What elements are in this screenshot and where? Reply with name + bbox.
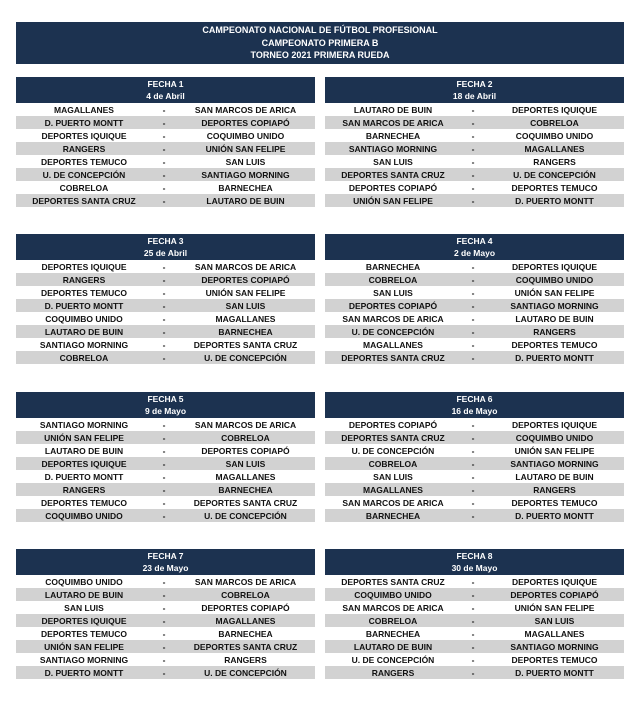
home-team: U. DE CONCEPCIÓN <box>351 445 435 456</box>
away-team: D. PUERTO MONTT <box>515 352 594 363</box>
away-team: MAGALLANES <box>524 143 585 154</box>
fecha-block-7 <box>16 549 315 679</box>
match-row <box>16 640 315 653</box>
home-team: BARNECHEA <box>365 510 421 521</box>
away-team: DEPORTES IQUIQUE <box>511 576 597 587</box>
away-team: SAN LUIS <box>534 615 575 626</box>
match-row <box>16 509 315 522</box>
away-team: LAUTARO DE BUIN <box>515 471 594 482</box>
match-separator: - <box>471 300 475 311</box>
home-team: BARNECHEA <box>365 130 421 141</box>
home-team: COBRELOA <box>368 615 418 626</box>
match-row <box>16 457 315 470</box>
match-row <box>16 431 315 444</box>
match-separator: - <box>471 195 475 206</box>
match-row <box>16 627 315 640</box>
away-team: DEPORTES SANTA CRUZ <box>193 339 298 350</box>
away-team: D. PUERTO MONTT <box>515 195 594 206</box>
away-team: DEPORTES TEMUCO <box>511 654 598 665</box>
home-team: DEPORTES SANTA CRUZ <box>341 432 445 443</box>
match-row <box>16 338 315 351</box>
match-row <box>16 601 315 614</box>
match-separator: - <box>162 104 166 115</box>
home-team: RANGERS <box>62 484 106 495</box>
home-team: DEPORTES SANTA CRUZ <box>341 169 445 180</box>
home-team: BARNECHEA <box>365 628 421 639</box>
match-row <box>325 509 624 522</box>
match-separator: - <box>162 576 166 587</box>
away-team: SANTIAGO MORNING <box>510 458 599 469</box>
home-team: D. PUERTO MONTT <box>44 300 124 311</box>
home-team: DEPORTES TEMUCO <box>41 628 127 639</box>
match-separator: - <box>471 615 475 626</box>
match-separator: - <box>471 471 475 482</box>
home-team: D. PUERTO MONTT <box>44 667 124 678</box>
match-row <box>16 103 315 116</box>
match-separator: - <box>162 261 166 272</box>
match-separator: - <box>162 602 166 613</box>
match-separator: - <box>471 419 475 430</box>
match-separator: - <box>162 182 166 193</box>
match-separator: - <box>471 497 475 508</box>
match-row <box>325 418 624 431</box>
home-team: UNIÓN SAN FELIPE <box>353 195 433 206</box>
fecha-title: FECHA 7 <box>147 551 184 561</box>
home-team: DEPORTES IQUIQUE <box>41 261 127 272</box>
away-team: MAGALLANES <box>215 615 276 626</box>
away-team: COQUIMBO UNIDO <box>515 274 594 285</box>
home-team: SANTIAGO MORNING <box>348 143 438 154</box>
fecha-title: FECHA 1 <box>147 79 184 89</box>
home-team: DEPORTES COPIAPÓ <box>348 300 438 311</box>
match-row <box>325 444 624 457</box>
match-row <box>325 155 624 168</box>
match-row <box>325 351 624 364</box>
match-row <box>325 103 624 116</box>
match-row <box>325 286 624 299</box>
header-line-3: TORNEO 2021 PRIMERA RUEDA <box>250 50 390 61</box>
fecha-block-2 <box>325 77 624 207</box>
away-team: MAGALLANES <box>215 313 276 324</box>
home-team: DEPORTES TEMUCO <box>41 287 127 298</box>
away-team: DEPORTES TEMUCO <box>511 339 598 350</box>
match-separator: - <box>162 615 166 626</box>
home-team: RANGERS <box>371 667 415 678</box>
fecha-title: FECHA 5 <box>147 394 184 404</box>
match-separator: - <box>471 484 475 495</box>
home-team: LAUTARO DE BUIN <box>353 641 433 652</box>
match-row <box>325 640 624 653</box>
home-team: SAN LUIS <box>373 471 413 482</box>
away-team: DEPORTES SANTA CRUZ <box>193 641 298 652</box>
away-team: BARNECHEA <box>218 326 273 337</box>
match-row <box>325 588 624 601</box>
home-team: COQUIMBO UNIDO <box>45 576 123 587</box>
match-separator: - <box>471 313 475 324</box>
away-team: BARNECHEA <box>218 628 273 639</box>
away-team: SAN MARCOS DE ARICA <box>194 261 297 272</box>
match-row <box>16 312 315 325</box>
fecha-header <box>325 234 624 260</box>
fecha-block-5 <box>16 392 315 522</box>
match-separator: - <box>471 182 475 193</box>
match-separator: - <box>162 432 166 443</box>
match-row <box>16 142 315 155</box>
home-team: COQUIMBO UNIDO <box>45 313 123 324</box>
away-team: SAN MARCOS DE ARICA <box>194 576 297 587</box>
away-team: SAN LUIS <box>225 300 266 311</box>
match-row <box>16 325 315 338</box>
fecha-date: 23 de Mayo <box>142 563 189 573</box>
match-row <box>325 496 624 509</box>
match-row <box>16 418 315 431</box>
fecha-date: 9 de Mayo <box>144 406 187 416</box>
away-team: DEPORTES IQUIQUE <box>511 261 597 272</box>
away-team: DEPORTES TEMUCO <box>511 182 598 193</box>
home-team: UNIÓN SAN FELIPE <box>44 641 124 652</box>
home-team: DEPORTES IQUIQUE <box>41 130 127 141</box>
away-team: SANTIAGO MORNING <box>201 169 290 180</box>
match-separator: - <box>471 589 475 600</box>
match-row <box>325 194 624 207</box>
fecha-header <box>16 549 315 575</box>
home-team: DEPORTES TEMUCO <box>41 156 127 167</box>
home-team: LAUTARO DE BUIN <box>44 589 124 600</box>
fecha-header <box>16 392 315 418</box>
away-team: DEPORTES TEMUCO <box>511 497 598 508</box>
match-separator: - <box>471 510 475 521</box>
match-separator: - <box>471 287 475 298</box>
match-separator: - <box>162 130 166 141</box>
fecha-block-3 <box>16 234 315 364</box>
match-row <box>325 273 624 286</box>
home-team: LAUTARO DE BUIN <box>353 104 433 115</box>
away-team: SAN MARCOS DE ARICA <box>194 104 297 115</box>
home-team: D. PUERTO MONTT <box>44 117 124 128</box>
match-separator: - <box>471 602 475 613</box>
match-separator: - <box>471 654 475 665</box>
match-separator: - <box>471 130 475 141</box>
match-row <box>325 312 624 325</box>
match-separator: - <box>471 156 475 167</box>
fecha-date: 4 de Abril <box>146 91 185 101</box>
match-separator: - <box>471 432 475 443</box>
match-row <box>325 168 624 181</box>
home-team: U. DE CONCEPCIÓN <box>42 169 126 180</box>
match-separator: - <box>471 628 475 639</box>
fecha-block-6 <box>325 392 624 522</box>
away-team: DEPORTES COPIAPÓ <box>201 445 290 456</box>
match-separator: - <box>471 445 475 456</box>
away-team: COBRELOA <box>530 117 579 128</box>
home-team: SAN LUIS <box>64 602 104 613</box>
match-row <box>16 260 315 273</box>
away-team: LAUTARO DE BUIN <box>206 195 285 206</box>
fecha-title: FECHA 8 <box>456 551 493 561</box>
fecha-title: FECHA 6 <box>456 394 493 404</box>
fecha-header <box>16 234 315 260</box>
fecha-date: 2 de Mayo <box>453 248 496 258</box>
match-row <box>325 299 624 312</box>
away-team: LAUTARO DE BUIN <box>515 313 594 324</box>
match-row <box>325 325 624 338</box>
away-team: DEPORTES SANTA CRUZ <box>193 497 298 508</box>
home-team: RANGERS <box>62 274 106 285</box>
match-separator: - <box>162 458 166 469</box>
match-row <box>325 575 624 588</box>
away-team: BARNECHEA <box>218 182 273 193</box>
match-row <box>16 666 315 679</box>
match-separator: - <box>162 287 166 298</box>
fecha-date: 30 de Mayo <box>451 563 498 573</box>
match-separator: - <box>162 589 166 600</box>
match-separator: - <box>471 117 475 128</box>
home-team: COBRELOA <box>59 182 109 193</box>
away-team: UNIÓN SAN FELIPE <box>514 287 595 298</box>
home-team: DEPORTES COPIAPÓ <box>348 182 438 193</box>
match-separator: - <box>162 510 166 521</box>
match-row <box>325 457 624 470</box>
home-team: MAGALLANES <box>54 104 114 115</box>
match-separator: - <box>162 628 166 639</box>
match-separator: - <box>471 576 475 587</box>
away-team: COBRELOA <box>221 589 270 600</box>
home-team: DEPORTES TEMUCO <box>41 497 127 508</box>
match-separator: - <box>162 274 166 285</box>
away-team: COBRELOA <box>221 432 270 443</box>
home-team: BARNECHEA <box>365 261 421 272</box>
away-team: U. DE CONCEPCIÓN <box>204 352 287 363</box>
away-team: SAN LUIS <box>225 458 266 469</box>
match-row <box>16 286 315 299</box>
away-team: UNIÓN SAN FELIPE <box>514 602 595 613</box>
match-separator: - <box>162 339 166 350</box>
match-row <box>16 273 315 286</box>
away-team: COQUIMBO UNIDO <box>206 130 285 141</box>
home-team: DEPORTES COPIAPÓ <box>348 419 438 430</box>
home-team: SAN LUIS <box>373 287 413 298</box>
match-separator: - <box>162 313 166 324</box>
home-team: COBRELOA <box>368 458 418 469</box>
away-team: D. PUERTO MONTT <box>515 510 594 521</box>
away-team: RANGERS <box>224 654 267 665</box>
home-team: DEPORTES SANTA CRUZ <box>341 576 445 587</box>
match-separator: - <box>162 484 166 495</box>
away-team: D. PUERTO MONTT <box>515 667 594 678</box>
match-separator: - <box>162 497 166 508</box>
match-row <box>16 155 315 168</box>
fecha-header <box>16 77 315 103</box>
match-row <box>325 116 624 129</box>
home-team: SAN MARCOS DE ARICA <box>342 117 444 128</box>
match-row <box>16 181 315 194</box>
fecha-title: FECHA 3 <box>147 236 184 246</box>
fecha-title: FECHA 2 <box>456 79 493 89</box>
fecha-header <box>325 392 624 418</box>
home-team: DEPORTES SANTA CRUZ <box>341 352 445 363</box>
match-separator: - <box>471 169 475 180</box>
match-row <box>16 653 315 666</box>
home-team: SANTIAGO MORNING <box>39 419 129 430</box>
match-separator: - <box>471 261 475 272</box>
header-line-1: CAMPEONATO NACIONAL DE FÚTBOL PROFESIONAL <box>202 25 438 36</box>
fecha-title: FECHA 4 <box>456 236 493 246</box>
away-team: SANTIAGO MORNING <box>510 300 599 311</box>
match-separator: - <box>471 352 475 363</box>
home-team: RANGERS <box>62 143 106 154</box>
away-team: RANGERS <box>533 326 576 337</box>
match-separator: - <box>162 300 166 311</box>
home-team: U. DE CONCEPCIÓN <box>351 326 435 337</box>
match-separator: - <box>471 274 475 285</box>
away-team: MAGALLANES <box>215 471 276 482</box>
match-row <box>325 338 624 351</box>
match-row <box>16 351 315 364</box>
fecha-header <box>325 549 624 575</box>
away-team: U. DE CONCEPCIÓN <box>204 510 287 521</box>
away-team: SAN MARCOS DE ARICA <box>194 419 297 430</box>
document-header <box>16 22 624 64</box>
match-separator: - <box>162 117 166 128</box>
home-team: COQUIMBO UNIDO <box>354 589 432 600</box>
home-team: SAN MARCOS DE ARICA <box>342 313 444 324</box>
match-separator: - <box>162 654 166 665</box>
away-team: U. DE CONCEPCIÓN <box>513 169 596 180</box>
match-row <box>325 470 624 483</box>
match-separator: - <box>162 169 166 180</box>
away-team: DEPORTES IQUIQUE <box>511 104 597 115</box>
fecha-block-4 <box>325 234 624 364</box>
fecha-date: 25 de Abril <box>143 248 188 258</box>
home-team: SANTIAGO MORNING <box>39 339 129 350</box>
match-separator: - <box>471 667 475 678</box>
away-team: DEPORTES COPIAPÓ <box>201 117 290 128</box>
match-row <box>16 299 315 312</box>
away-team: UNIÓN SAN FELIPE <box>205 287 286 298</box>
match-row <box>16 470 315 483</box>
home-team: LAUTARO DE BUIN <box>44 445 124 456</box>
match-row <box>325 483 624 496</box>
home-team: DEPORTES IQUIQUE <box>41 615 127 626</box>
match-separator: - <box>162 156 166 167</box>
home-team: DEPORTES SANTA CRUZ <box>32 195 136 206</box>
fecha-block-1 <box>16 77 315 207</box>
home-team: MAGALLANES <box>363 484 423 495</box>
match-separator: - <box>162 445 166 456</box>
match-row <box>325 181 624 194</box>
away-team: UNIÓN SAN FELIPE <box>514 445 595 456</box>
away-team: DEPORTES COPIAPÓ <box>510 589 599 600</box>
home-team: LAUTARO DE BUIN <box>44 326 124 337</box>
match-row <box>16 588 315 601</box>
away-team: COQUIMBO UNIDO <box>515 130 594 141</box>
match-row <box>325 601 624 614</box>
match-row <box>325 431 624 444</box>
match-separator: - <box>162 326 166 337</box>
match-separator: - <box>162 195 166 206</box>
match-row <box>325 653 624 666</box>
match-row <box>325 142 624 155</box>
match-row <box>16 496 315 509</box>
match-separator: - <box>162 641 166 652</box>
match-row <box>16 483 315 496</box>
match-separator: - <box>471 458 475 469</box>
away-team: DEPORTES COPIAPÓ <box>201 274 290 285</box>
away-team: RANGERS <box>533 484 576 495</box>
match-separator: - <box>471 143 475 154</box>
match-row <box>16 129 315 142</box>
fecha-date: 18 de Abril <box>452 91 497 101</box>
away-team: SAN LUIS <box>225 156 266 167</box>
fecha-block-8 <box>325 549 624 679</box>
home-team: MAGALLANES <box>363 339 423 350</box>
match-row <box>16 444 315 457</box>
match-row <box>325 666 624 679</box>
away-team: RANGERS <box>533 156 576 167</box>
match-row <box>325 614 624 627</box>
match-separator: - <box>162 419 166 430</box>
match-row <box>325 260 624 273</box>
match-separator: - <box>471 641 475 652</box>
match-separator: - <box>162 471 166 482</box>
away-team: SANTIAGO MORNING <box>510 641 599 652</box>
home-team: D. PUERTO MONTT <box>44 471 124 482</box>
match-separator: - <box>162 352 166 363</box>
match-row <box>325 129 624 142</box>
match-row <box>325 627 624 640</box>
home-team: SANTIAGO MORNING <box>39 654 129 665</box>
home-team: DEPORTES IQUIQUE <box>41 458 127 469</box>
away-team: UNIÓN SAN FELIPE <box>205 143 286 154</box>
match-separator: - <box>162 143 166 154</box>
home-team: COBRELOA <box>59 352 109 363</box>
match-separator: - <box>471 326 475 337</box>
away-team: COQUIMBO UNIDO <box>515 432 594 443</box>
header-line-2: CAMPEONATO PRIMERA B <box>261 37 379 48</box>
home-team: U. DE CONCEPCIÓN <box>351 654 435 665</box>
match-row <box>16 575 315 588</box>
home-team: SAN MARCOS DE ARICA <box>342 602 444 613</box>
away-team: DEPORTES COPIAPÓ <box>201 602 290 613</box>
match-separator: - <box>471 339 475 350</box>
match-separator: - <box>471 104 475 115</box>
home-team: UNIÓN SAN FELIPE <box>44 432 124 443</box>
fecha-header <box>325 77 624 103</box>
match-row <box>16 194 315 207</box>
home-team: SAN MARCOS DE ARICA <box>342 497 444 508</box>
match-row <box>16 168 315 181</box>
away-team: U. DE CONCEPCIÓN <box>204 667 287 678</box>
home-team: COQUIMBO UNIDO <box>45 510 123 521</box>
away-team: DEPORTES IQUIQUE <box>511 419 597 430</box>
home-team: COBRELOA <box>368 274 418 285</box>
match-separator: - <box>162 667 166 678</box>
away-team: MAGALLANES <box>524 628 585 639</box>
away-team: BARNECHEA <box>218 484 273 495</box>
home-team: SAN LUIS <box>373 156 413 167</box>
match-row <box>16 116 315 129</box>
match-row <box>16 614 315 627</box>
fecha-date: 16 de Mayo <box>451 406 498 416</box>
